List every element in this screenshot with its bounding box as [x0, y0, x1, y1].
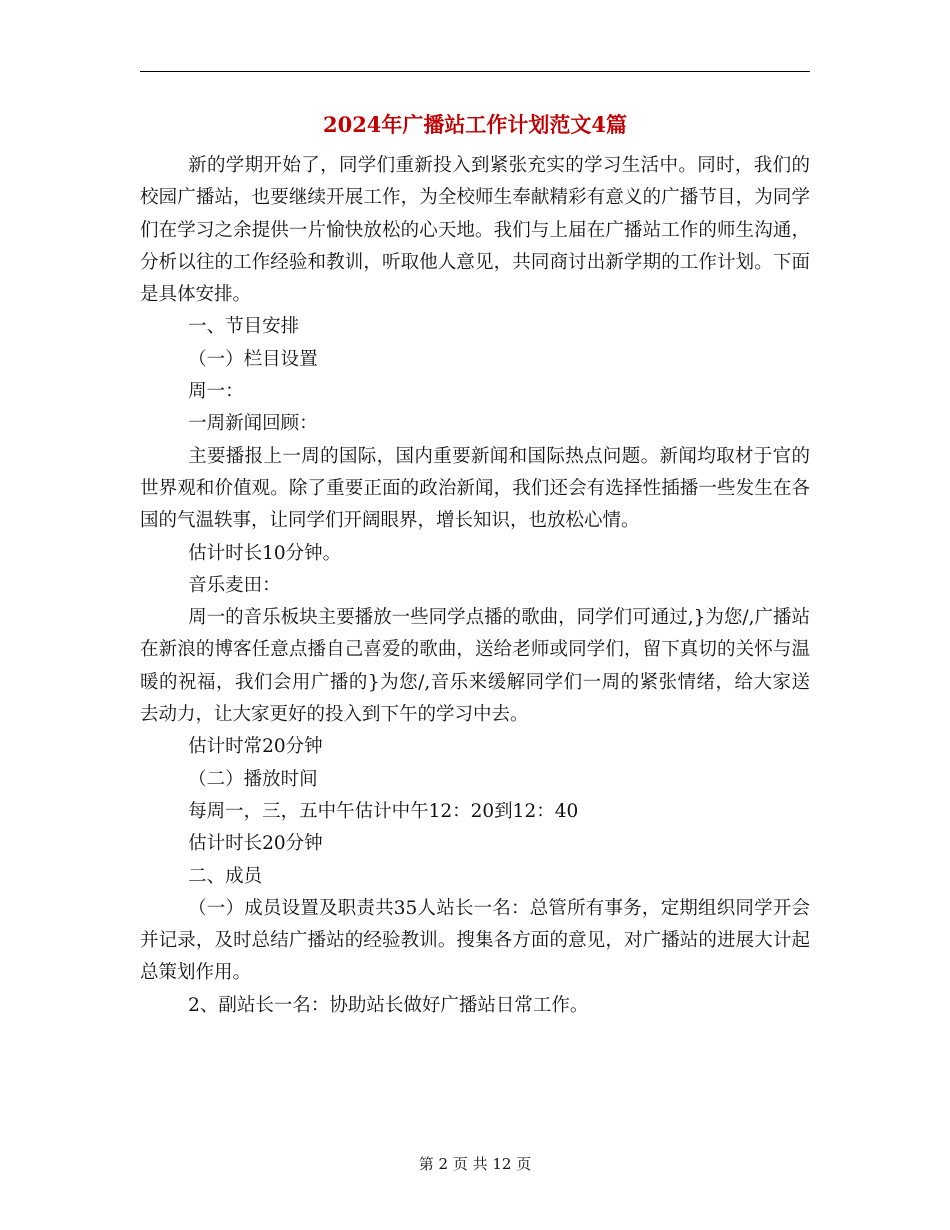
paragraph-members: （一）成员设置及职责共35人站长一名：总管所有事务，定期组织同学开会并记录，及时总结广播站的经验教训。搜集各方面的意见，对广播站的进展大计起总策划作用。 — [140, 897, 810, 984]
paragraph-vice-head: 2、副站长一名：协助站长做好广播站日常工作。 — [188, 994, 589, 1016]
header-rule — [140, 71, 810, 72]
subsection-heading-columns: （一）栏目设置 — [188, 348, 318, 370]
column-title-music: 音乐麦田： — [188, 574, 281, 596]
document-body — [140, 150, 810, 1022]
subsection-heading-schedule: （二）播放时间 — [188, 768, 318, 790]
duration-news: 估计时长10分钟。 — [188, 542, 342, 564]
page-footer: 第 2 页 共 12 页 — [418, 1155, 532, 1173]
document-title: 2024年广播站工作计划范文4篇 — [322, 112, 628, 137]
section-heading-members: 二、成员 — [188, 865, 263, 887]
paragraph-music: 周一的音乐板块主要播放一些同学点播的歌曲，同学们可通过,}为您/,广播站在新浪的博客任意点播自己喜爱的歌曲，送给老师或同学们，留下真切的关怀与温暖的祝福，我们会用广播的}为您/,音乐来缓解同学们一周的紧张情绪，给大家送去动力，让大家更好的投入到下午的学习中去。 — [140, 607, 810, 726]
column-title-news: 一周新闻回顾： — [188, 413, 318, 435]
paragraph-intro: 新的学期开始了，同学们重新投入到紧张充实的学习生活中。同时，我们的校园广播站，也要继续开展工作，为全校师生奉献精彩有意义的广播节目，为同学们在学习之余提供一片愉快放松的心天地。我们与上届在广播站工作的师生沟通，分析以往的工作经验和教训，听取他人意见，共同商讨出新学期的工作计划。下面是具体安排。 — [140, 155, 810, 306]
day-label-monday: 周一： — [188, 381, 244, 403]
paragraph-news: 主要播报上一周的国际，国内重要新闻和国际热点问题。新闻均取材于官的世界观和价值观。除了重要正面的政治新闻，我们还会有选择性插播一些发生在各国的气温轶事，让同学们开阔眼界，增长知识，也放松心情。 — [140, 445, 810, 532]
duration-schedule: 估计时长20分钟 — [188, 833, 323, 855]
duration-music: 估计时常20分钟 — [188, 736, 323, 758]
schedule-time: 每周一，三，五中午估计中午12：20到12：40 — [188, 800, 579, 822]
section-heading-program: 一、节目安排 — [188, 316, 300, 338]
